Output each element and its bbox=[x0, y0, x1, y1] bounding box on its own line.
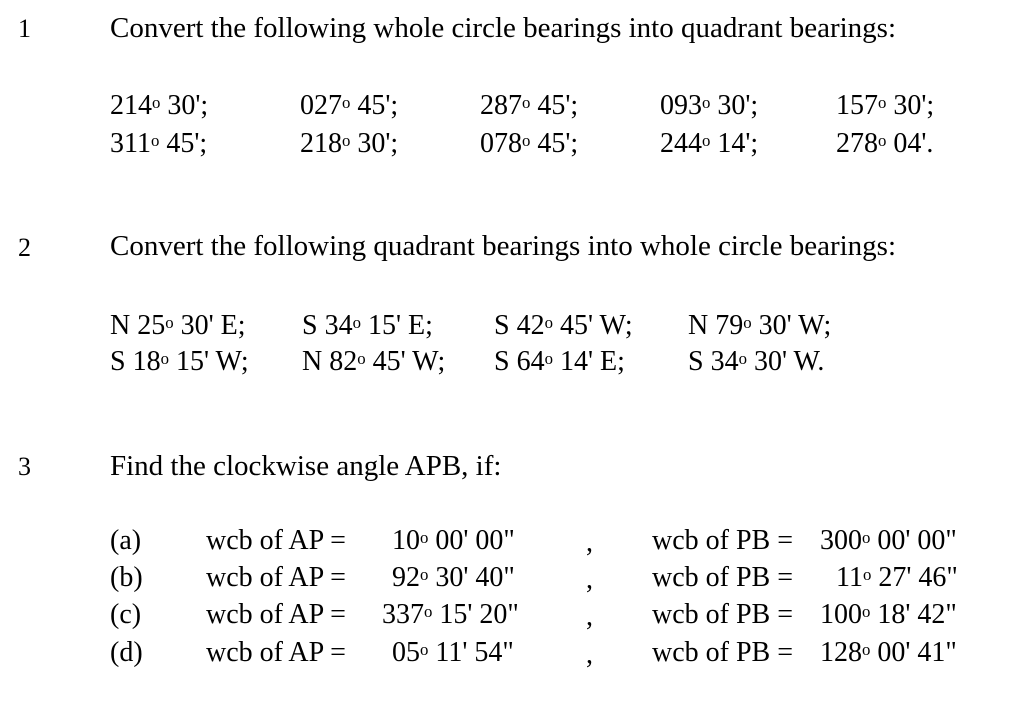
bearing-1-8: 078$^o$ 45'; bbox=[480, 128, 579, 159]
bearing-1-3: 287$^o$ 45'; bbox=[480, 90, 579, 121]
part-c-separator: , bbox=[586, 601, 593, 632]
part-b-label: (b) bbox=[110, 562, 143, 593]
part-d-ap-value: 05$^o$ 11' 54" bbox=[392, 637, 514, 668]
part-c-pb-value: 100$^o$ 18' 42" bbox=[820, 599, 957, 630]
bearing-1-6: 311$^o$ 45'; bbox=[110, 128, 208, 159]
bearing-1-2: 027$^o$ 45'; bbox=[300, 90, 399, 121]
part-c-ap-value: 337$^o$ 15' 20" bbox=[382, 599, 519, 630]
part-d-ap-prefix: wcb of AP = bbox=[206, 637, 346, 668]
question-1-prompt: Convert the following whole circle bearings into quadrant bearings: bbox=[110, 12, 897, 44]
bearing-2-6: N 82$^o$ 45' W; bbox=[302, 346, 446, 377]
part-c-label: (c) bbox=[110, 599, 142, 630]
question-number-3: 3 bbox=[18, 452, 31, 481]
bearing-1-10: 278$^o$ 04'. bbox=[836, 128, 934, 159]
part-d-pb-value: 128$^o$ 00' 41" bbox=[820, 637, 957, 668]
bearing-2-7: S 64$^o$ 14' E; bbox=[494, 346, 625, 377]
bearing-2-2: S 34$^o$ 15' E; bbox=[302, 310, 433, 341]
bearing-2-8: S 34$^o$ 30' W. bbox=[688, 346, 825, 377]
part-c-ap-prefix: wcb of AP = bbox=[206, 599, 346, 630]
part-a-separator: , bbox=[586, 527, 593, 558]
question-number-2: 2 bbox=[18, 233, 31, 262]
bearing-1-5: 157$^o$ 30'; bbox=[836, 90, 935, 121]
part-d-pb-prefix: wcb of PB = bbox=[652, 637, 794, 668]
bearing-2-5: S 18$^o$ 15' W; bbox=[110, 346, 249, 377]
part-a-pb-prefix: wcb of PB = bbox=[652, 525, 794, 556]
part-b-pb-prefix: wcb of PB = bbox=[652, 562, 794, 593]
bearing-1-7: 218$^o$ 30'; bbox=[300, 128, 399, 159]
part-b-ap-prefix: wcb of AP = bbox=[206, 562, 346, 593]
bearing-1-1: 214$^o$ 30'; bbox=[110, 90, 209, 121]
part-a-label: (a) bbox=[110, 525, 142, 556]
bearing-2-4: N 79$^o$ 30' W; bbox=[688, 310, 832, 341]
part-d-label: (d) bbox=[110, 637, 143, 668]
part-a-ap-prefix: wcb of AP = bbox=[206, 525, 346, 556]
question-3-prompt: Find the clockwise angle APB, if: bbox=[110, 450, 502, 482]
part-b-ap-value: 92$^o$ 30' 40" bbox=[392, 562, 515, 593]
bearing-2-1: N 25$^o$ 30' E; bbox=[110, 310, 246, 341]
part-c-pb-prefix: wcb of PB = bbox=[652, 599, 794, 630]
part-a-ap-value: 10$^o$ 00' 00" bbox=[392, 525, 515, 556]
question-number-1: 1 bbox=[18, 14, 31, 43]
part-b-pb-value: 11$^o$ 27' 46" bbox=[836, 562, 958, 593]
part-a-pb-value: 300$^o$ 00' 00" bbox=[820, 525, 957, 556]
bearing-1-9: 244$^o$ 14'; bbox=[660, 128, 759, 159]
part-d-separator: , bbox=[586, 639, 593, 670]
bearing-2-3: S 42$^o$ 45' W; bbox=[494, 310, 633, 341]
part-b-separator: , bbox=[586, 564, 593, 595]
bearing-1-4: 093$^o$ 30'; bbox=[660, 90, 759, 121]
question-2-prompt: Convert the following quadrant bearings into whole circle bearings: bbox=[110, 230, 897, 262]
